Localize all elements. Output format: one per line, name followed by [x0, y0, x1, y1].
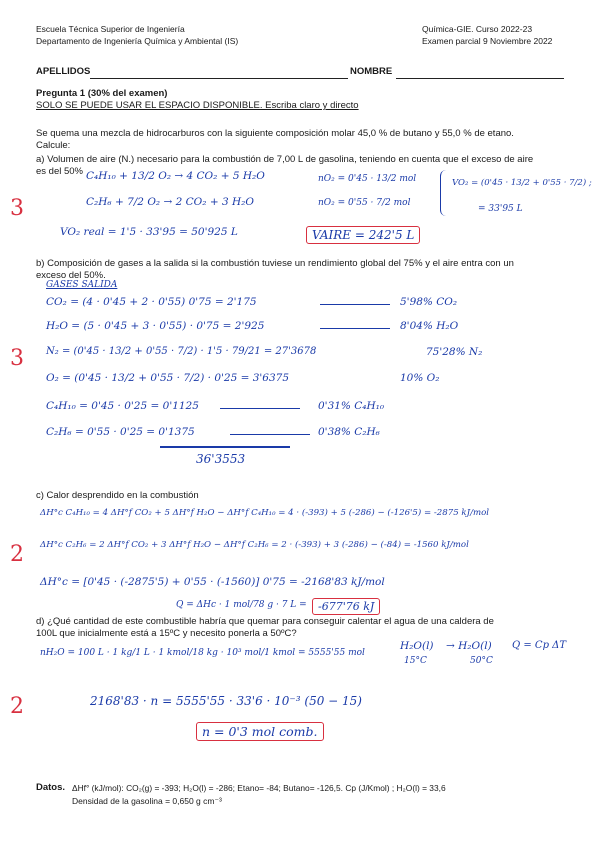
work-b-row-ethane-rule: [230, 434, 310, 435]
work-d-balance: 2168'83 · n = 5555'55 · 33'6 · 10⁻³ (50 − 15): [90, 694, 362, 708]
apellidos-line: [90, 78, 348, 79]
department-name: Departamento de Ingeniería Química y Ambiental (IS): [36, 36, 239, 46]
work-b-sum-rule: [160, 446, 290, 448]
work-b-row-co2-rule: [320, 304, 390, 305]
work-d-answer-moles: n = 0'3 mol comb.: [196, 722, 324, 741]
work-a-no2-butane: nO₂ = 0'45 · 13/2 mol: [318, 174, 417, 184]
work-a-brace: [440, 170, 447, 216]
work-d-phase-final: → H₂O(l): [446, 640, 492, 652]
work-b-pct-ethane: 0'38% C₂H₆: [318, 426, 380, 438]
work-d-heat-formula: Q = Cp ΔT: [512, 640, 567, 651]
work-c-answer-heat: -677'76 kJ: [312, 598, 380, 615]
work-b-pct-co2: 5'98% CO₂: [400, 296, 458, 308]
work-c-ethane-enthalpy: ΔH°c C₂H₆ = 2 ΔH°f CO₂ + 3 ΔH°f H₂O − ΔH°f C₂H₆ = 2 · (-393) + 3 (-286) − (-84) = -1560 kJ/mol: [40, 540, 469, 550]
question-title: Pregunta 1 (30% del examen): [36, 88, 168, 99]
nombre-label: NOMBRE: [350, 66, 393, 77]
course-label: Química-GIE. Curso 2022-23: [422, 24, 533, 34]
work-a-no2-ethane: nO₂ = 0'55 · 7/2 mol: [318, 198, 411, 208]
work-b-pct-butane: 0'31% C₄H₁₀: [318, 400, 385, 412]
question-statement: Se quema una mezcla de hidrocarburos con la siguiente composición molar 45,0 % de butano y 55,0 % de etano.: [36, 128, 514, 139]
work-b-row-co2: CO₂ = (4 · 0'45 + 2 · 0'55) 0'75 = 2'175: [46, 296, 257, 308]
work-b-row-h2o: H₂O = (5 · 0'45 + 3 · 0'55) · 0'75 = 2'925: [46, 320, 265, 332]
work-a-vo2-value: = 33'95 L: [478, 204, 523, 214]
work-b-row-h2o-rule: [320, 328, 390, 329]
calcule-label: Calcule:: [36, 140, 71, 151]
part-b-text-2: exceso del 50%.: [36, 270, 106, 281]
nombre-line: [396, 78, 564, 79]
work-d-temp-final: 50°C: [470, 656, 493, 666]
part-d-text-1: d) ¿Qué cantidad de este combustible habría que quemar para conseguir calentar el agua de una caldera de: [36, 616, 494, 627]
work-a-vo2-real: VO₂ real = 1'5 · 33'95 = 50'925 L: [60, 226, 238, 238]
school-name: Escuela Técnica Superior de Ingeniería: [36, 24, 185, 34]
part-a-text-1: a) Volumen de aire (N.) necesario para la combustión de 7,00 L de gasolina, teniendo en cuenta que el exceso de aire: [36, 154, 534, 165]
work-d-temp-initial: 15°C: [404, 656, 427, 666]
grade-part-b: 3: [10, 346, 24, 371]
question-instruction: SOLO SE PUEDE USAR EL ESPACIO DISPONIBLE. Escriba claro y directo: [36, 100, 359, 111]
part-d-text-2: 100L que inicialmente está a 15ºC y necesito ponerla a 50ºC?: [36, 628, 297, 639]
work-a-equation-butane: C₄H₁₀ + 13/2 O₂ → 4 CO₂ + 5 H₂O: [86, 170, 265, 182]
exam-label: Examen parcial 9 Noviembre 2022: [422, 36, 553, 46]
work-a-vo2: VO₂ = (0'45 · 13/2 + 0'55 · 7/2) ;: [452, 178, 592, 188]
work-b-row-n2: N₂ = (0'45 · 13/2 + 0'55 · 7/2) · 1'5 · 79/21 = 27'3678: [46, 346, 317, 357]
part-b-text-1: b) Composición de gases a la salida si la combustión tuviese un rendimiento global del 75% y el aire entra con un: [36, 258, 514, 269]
work-b-pct-h2o: 8'04% H₂O: [400, 320, 459, 332]
work-c-heat: Q = ΔHc · 1 mol/78 g · 7 L =: [176, 600, 307, 610]
grade-part-d: 2: [10, 694, 24, 719]
work-b-heading: GASES SALIDA: [46, 280, 118, 290]
work-d-phase-initial: H₂O(l): [400, 640, 434, 652]
work-a-equation-ethane: C₂H₆ + 7/2 O₂ → 2 CO₂ + 3 H₂O: [86, 196, 254, 208]
work-d-moles-water: nH₂O = 100 L · 1 kg/1 L · 1 kmol/18 kg · 10³ mol/1 kmol = 5555'55 mol: [40, 648, 365, 658]
grade-part-c: 2: [10, 542, 24, 567]
work-b-row-o2: O₂ = (0'45 · 13/2 + 0'55 · 7/2) · 0'25 = 3'6375: [46, 372, 290, 384]
apellidos-label: APELLIDOS: [36, 66, 91, 77]
work-b-row-butane-rule: [220, 408, 300, 409]
work-c-mixture-enthalpy: ΔH°c = [0'45 · (-2875'5) + 0'55 · (-1560)] 0'75 = -2168'83 kJ/mol: [40, 576, 385, 588]
part-a-text-2: es del 50%: [36, 166, 84, 177]
datos-line-2: Densidad de la gasolina = 0,650 g cm⁻³: [72, 796, 222, 806]
datos-line-1: ΔHf° (kJ/mol): CO₂(g) = -393; H₂O(l) = -286; Etano= -84; Butano= -126,5. Cp (J/Kmol) ; H₂O(l) = 33,6: [72, 783, 446, 793]
work-b-pct-o2: 10% O₂: [400, 372, 440, 384]
work-b-row-butane: C₄H₁₀ = 0'45 · 0'25 = 0'1125: [46, 400, 199, 412]
work-b-total: 36'3553: [196, 452, 246, 466]
work-c-butane-enthalpy: ΔH°c C₄H₁₀ = 4 ΔH°f CO₂ + 5 ΔH°f H₂O − ΔH°f C₄H₁₀ = 4 · (-393) + 5 (-286) − (-126'5) = -2875 kJ/mol: [40, 508, 490, 518]
work-b-row-ethane: C₂H₆ = 0'55 · 0'25 = 0'1375: [46, 426, 195, 438]
datos-label: Datos.: [36, 782, 66, 793]
work-b-pct-n2: 75'28% N₂: [426, 346, 483, 358]
part-c-text: c) Calor desprendido en la combustión: [36, 490, 199, 501]
work-a-answer-vaire: VAIRE = 242'5 L: [306, 226, 420, 244]
grade-part-a: 3: [10, 196, 24, 221]
